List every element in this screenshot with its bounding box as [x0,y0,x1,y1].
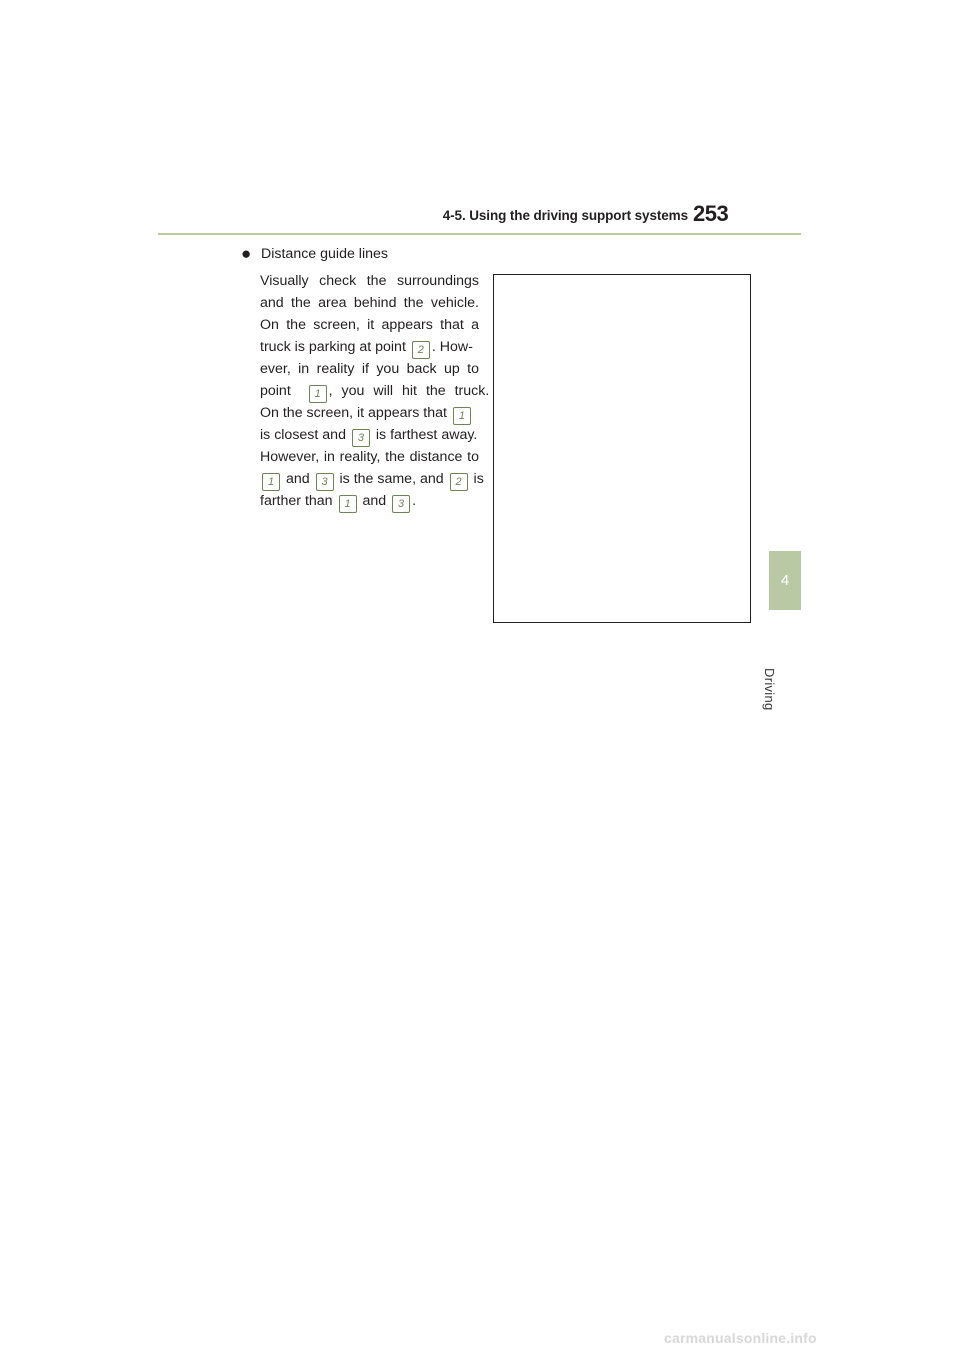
marker-2-icon: 2 [450,473,468,491]
text-run: is the same, and [339,471,444,487]
illustration-frame [493,274,751,623]
chapter-label: Driving [762,668,777,711]
text-run: , you will hit the truck. [328,383,490,399]
chapter-number: 4 [780,572,790,589]
body-line: On the screen, it appears that a [260,317,479,333]
chapter-tab [769,551,801,610]
body-line: and the area behind the vehicle. [260,295,479,311]
text-run: truck is parking at point [260,339,406,355]
text-run: . How- [431,339,473,355]
marker-1-icon: 1 [262,473,280,491]
text-run: is closest and [260,427,346,443]
page-number: 253 [693,201,729,226]
body-line: ever, in reality if you back up to [260,361,479,377]
text-run: point [260,383,291,399]
text-run: and [285,471,310,487]
text-run: is [473,471,484,487]
marker-1-icon: 1 [453,407,471,425]
section-title: 4-5. Using the driving support systems [442,208,688,223]
marker-1-icon: 1 [339,495,357,513]
body-line: Visually check the surroundings [260,273,479,289]
text-run: and [362,493,387,509]
chapter-label-container [755,618,815,711]
text-run: . [412,493,417,509]
marker-2-icon: 2 [412,341,430,359]
body-line [260,380,490,402]
marker-3-icon: 3 [316,473,334,491]
bullet-heading: Distance guide lines [261,246,388,262]
text-run: farther than [260,493,333,509]
body-line [260,424,479,446]
body-line [260,490,479,512]
text-run: On the screen, it appears that [260,405,447,421]
marker-1-icon: 1 [309,385,327,403]
marker-3-icon: 3 [392,495,410,513]
text-run: is farthest away. [375,427,478,443]
marker-3-icon: 3 [352,429,370,447]
body-line [260,402,479,424]
body-line [260,468,484,490]
bullet-icon: ● [241,244,252,263]
watermark: carmanualsonline.info [664,1330,817,1346]
body-line: However, in reality, the distance to [260,449,479,465]
header-divider [158,233,801,235]
body-line [260,336,479,358]
